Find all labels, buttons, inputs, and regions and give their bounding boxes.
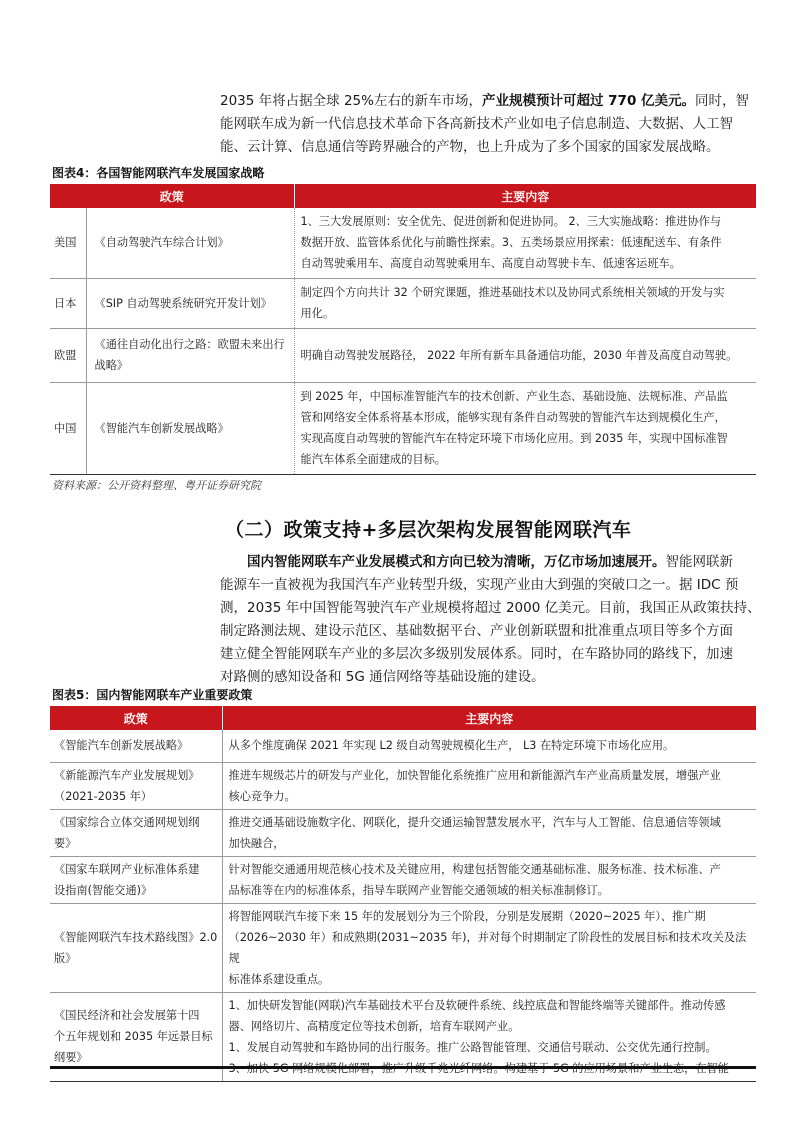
content-cell: 1、三大发展原则：安全优先、促进创新和促进协同。 2、三大实施战略：推进协作与 数据开放、监管体系优化与前瞻性探索。3、五类场景应用探索：低速配送车、有条件 自动驾驶乘用车、高度自动驾驶乘用车、高度自动驾驶卡车、低速客运班车。: [294, 208, 756, 278]
intro-text: 2035 年将占据全球 25%左右的新车市场，: [220, 93, 482, 109]
policy-cell: 《国家综合立体交通网规划纲 要》: [50, 809, 222, 856]
table-header-row: [50, 706, 756, 730]
content-cell: 针对智能交通通用规范核心技术及关键应用，构建包括智能交通基础标准、服务标准、技术标准、产 品标准等在内的标准体系，指导车联网产业智能交通领域的相关标准制修订。: [222, 856, 756, 903]
content-cell: 制定四个方向共计 32 个研究课题，推进基础技术以及协同式系统相关领域的开发与实 用化。: [294, 278, 756, 328]
table-row: [50, 382, 756, 474]
country-cell: 欧盟: [50, 328, 86, 382]
content-cell: 推进交通基础设施数字化、网联化，提升交通运输智慧发展水平，汽车与人工智能、信息通信等领域 加快融合，: [222, 809, 756, 856]
policy-cell: 《智能网联汽车技术路线图》2.0 版》: [50, 903, 222, 992]
content-cell: 到 2025 年，中国标准智能汽车的技术创新、产业生态、基础设施、法规标准、产品监 管和网络安全体系将基本形成，能够实现有条件自动驾驶的智能汽车达到规模化生产， 实现高度自动驾驶的智能汽车在特定环境下市场化应用。到 2035 年，实现中国标准智 能汽车体系全面建成的目标。: [294, 382, 756, 474]
intro-highlight: 产业规模预计可超过 770 亿美元。: [481, 93, 696, 109]
policy-cell: 《通往自动化出行之路：欧盟未来出行 战略》: [86, 328, 294, 382]
policy-cell: 《自动驾驶汽车综合计划》: [86, 208, 294, 278]
table-row: [50, 208, 756, 278]
footer-rule: [50, 1066, 756, 1069]
content-cell: 从多个维度确保 2021 年实现 L2 级自动驾驶规模化生产， L3 在特定环境下市场化应用。: [222, 730, 756, 762]
country-cell: 美国: [50, 208, 86, 278]
figure5-table: [50, 706, 756, 1082]
table-row: [50, 278, 756, 328]
intro-text: 能、云计算、信息通信等跨界融合的产物，也上升成为了多个国家的国家发展战略。: [220, 139, 720, 155]
column-header-policy: 政策: [50, 184, 294, 208]
content-cell: 1、加快研发智能(网联)汽车基础技术平台及软硬件系统、线控底盘和智能终端等关键部件。推动传感 器、网络切片、高精度定位等技术创新，培育车联网产业。 1、发展自动驾驶和车路协同的出行服务。推广公路智能管理、交通信号联动、公交优先通行控制。: [222, 992, 756, 1081]
figure4-title: 图表4：各国智能网联汽车发展国家战略: [52, 166, 265, 180]
intro-paragraph: [220, 90, 770, 159]
table-row: [50, 856, 756, 903]
column-header-content: 主要内容: [294, 184, 756, 208]
table-header-row: [50, 184, 756, 208]
policy-cell: 《智能汽车创新发展战略》: [50, 730, 222, 762]
country-cell: 中国: [50, 382, 86, 474]
intro-text: 同时，智: [695, 93, 750, 109]
figure5-title: 图表5：国内智能网联车产业重要政策: [52, 688, 253, 702]
policy-cell: 《SIP 自动驾驶系统研究开发计划》: [86, 278, 294, 328]
section-heading: （二）政策支持+多层次架构发展智能网联汽车: [225, 519, 632, 541]
intro-text: 能网联车成为新一代信息技术革命下各高新技术产业如电子信息制造、大数据、人工智: [220, 116, 733, 132]
policy-cell: 《智能汽车创新发展战略》: [86, 382, 294, 474]
policy-cell: 《新能源汽车产业发展规划》 （2021-2035 年）: [50, 762, 222, 809]
policy-cell: 《国家车联网产业标准体系建 设指南(智能交通)》: [50, 856, 222, 903]
content-cell: 推进车规级芯片的研发与产业化，加快智能化系统推广应用和新能源汽车产业高质量发展，增强产业 核心竞争力。: [222, 762, 756, 809]
table-row: [50, 809, 756, 856]
section-paragraph: 国内智能网联车产业发展模式和方向已较为清晰，万亿市场加速展开。智能网联新 能源车一直被视为我国汽车产业转型升级，实现产业由大到强的突破口之一。据 IDC 预 测，2035 年中国智能驾驶汽车产业规模将超过 2000 亿美元。目前，我国正从政策扶持、 制定路测法规、建设示范区、基础数据平台、产业创新联盟和批准重点项目等多个方面 建立健全智能网联车产业的多层次多级别发展体系。同时，在车路协同的路线下，加速 对路侧的感知设备和 5G 通信网络等基础设施的建设。: [220, 554, 761, 685]
content-cell: 将智能网联汽车接下来 15 年的发展划分为三个阶段，分别是发展期（2020~2025 年）、推广期 （2026~2030 年）和成熟期(2031~2035 年)，并对每个时期制定了阶段性的发展目标和技术攻关及法规 标准体系建设重点。: [222, 903, 756, 992]
table-row: [50, 328, 756, 382]
policy-cell: 《国民经济和社会发展第十四 个五年规划和 2035 年远景目标 纲要》: [50, 992, 222, 1081]
figure4-table: [50, 184, 756, 475]
column-header-content: 主要内容: [222, 706, 756, 730]
table-row: [50, 762, 756, 809]
source-note: 资料来源：公开资料整理、粤开证券研究院: [52, 479, 261, 492]
content-cell: 明确自动驾驶发展路径， 2022 年所有新车具备通信功能，2030 年普及高度自动驾驶。: [294, 328, 756, 382]
table-row: [50, 903, 756, 992]
section-highlight: 国内智能网联车产业发展模式和方向已较为清晰，万亿市场加速展开。: [247, 554, 666, 570]
column-header-policy: 政策: [50, 706, 222, 730]
table-row: [50, 730, 756, 762]
country-cell: 日本: [50, 278, 86, 328]
